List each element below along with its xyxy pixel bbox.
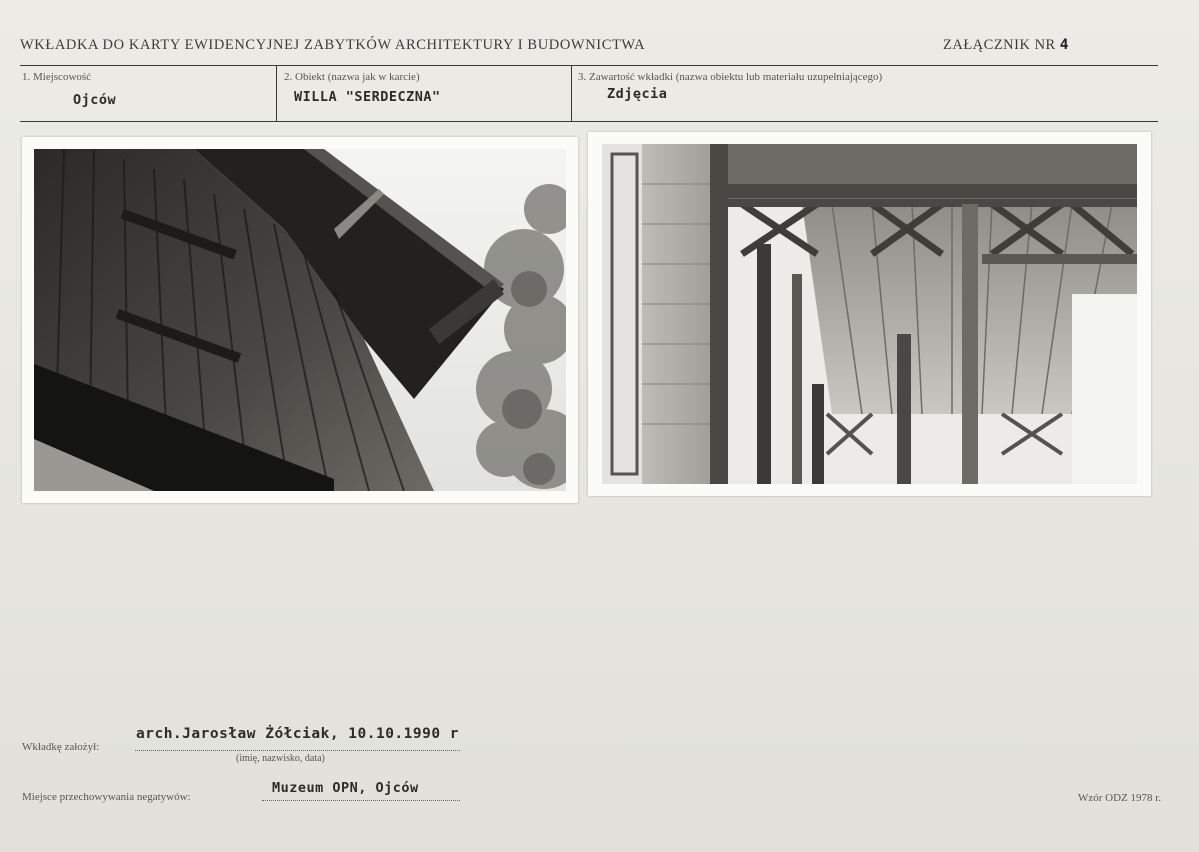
wooden-wall-photo-image xyxy=(34,149,566,491)
negatives-dotted-line xyxy=(262,800,460,801)
locality-value: Ojców xyxy=(73,92,117,108)
photo-frame-right xyxy=(588,132,1151,496)
porch-photo-image xyxy=(602,144,1137,484)
created-by-hint: (imię, nazwisko, data) xyxy=(236,753,325,764)
attachment-number xyxy=(943,37,1069,54)
object-label: 2. Obiekt (nazwa jak w karcie) xyxy=(284,71,420,83)
photo-porch-ceiling xyxy=(602,144,1137,484)
created-by-value: arch.Jarosław Żółciak, 10.10.1990 r xyxy=(136,726,460,742)
negatives-location-label: Miejsce przechowywania negatywów: xyxy=(22,791,191,803)
photo-frame-left xyxy=(22,137,578,503)
contents-label: 3. Zawartość wkładki (nazwa obiektu lub materiału uzupełniającego) xyxy=(578,71,883,83)
top-rule xyxy=(20,65,1158,66)
document-title: WKŁADKA DO KARTY EWIDENCYJNEJ ZABYTKÓW ARCHITEKTURY I BUDOWNICTWA xyxy=(20,37,646,53)
fields-bottom-rule xyxy=(20,121,1158,122)
photo-wooden-wall-eaves xyxy=(34,149,566,491)
attachment-number-value: 4 xyxy=(1059,37,1069,53)
locality-label: 1. Miejscowość xyxy=(22,71,92,83)
field-divider-2 xyxy=(571,66,572,121)
created-by-dotted-line xyxy=(135,750,460,751)
object-value: WILLA "SERDECZNA" xyxy=(294,89,441,105)
template-note: Wzór ODZ 1978 r. xyxy=(1078,792,1162,804)
attachment-label: ZAŁĄCZNIK NR xyxy=(943,37,1056,53)
field-divider-1 xyxy=(276,66,277,121)
negatives-location-value: Muzeum OPN, Ojców xyxy=(272,780,419,796)
created-by-label: Wkładkę założył: xyxy=(22,741,100,753)
contents-value: Zdjęcia xyxy=(607,86,668,102)
